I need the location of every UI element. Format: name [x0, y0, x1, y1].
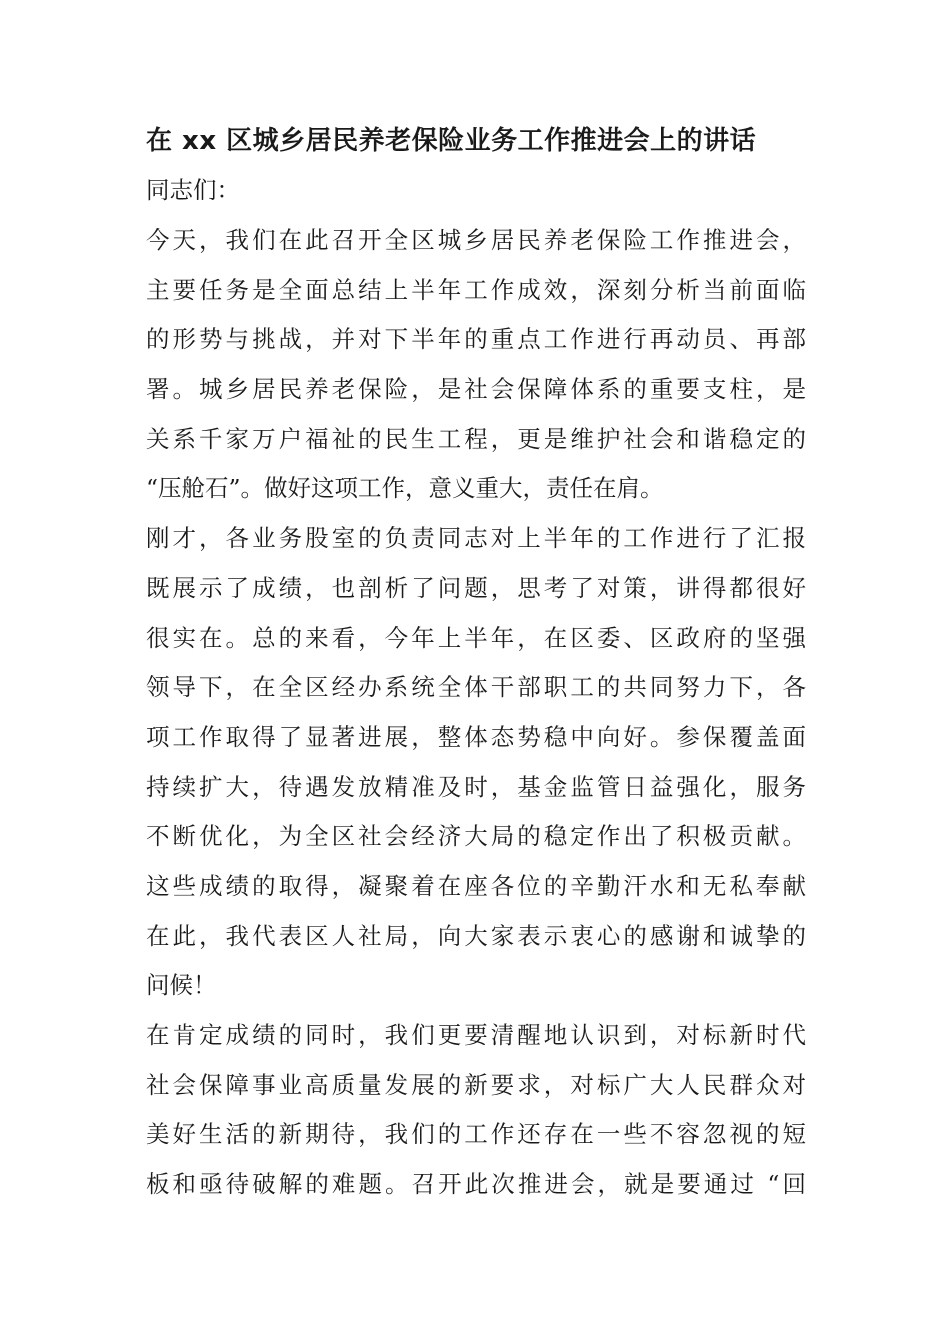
paragraph-2	[146, 514, 806, 1011]
greeting: 同志们：	[146, 176, 240, 204]
text-line: 社会保障事业高质量发展的新要求，对标广大人民群众对	[146, 1070, 806, 1099]
text-line: “压舱石”。做好这项工作，意义重大，责任在肩。	[146, 474, 664, 503]
text-line: 在此，我代表区人社局，向大家表示衷心的感谢和诚挚的	[146, 921, 806, 950]
paragraph-1	[146, 216, 806, 514]
text-line: 美好生活的新期待，我们的工作还存在一些不容忽视的短	[146, 1120, 806, 1149]
document-page	[146, 118, 806, 1210]
text-line: 很实在。总的来看，今年上半年，在区委、区政府的坚强	[146, 623, 806, 652]
text-line: 刚才，各业务股室的负责同志对上半年的工作进行了汇报	[146, 524, 806, 553]
paragraph-3	[146, 1011, 806, 1210]
document-title: 在 xx 区城乡居民养老保险业务工作推进会上的讲话	[146, 126, 757, 156]
text-line: 主要任务是全面总结上半年工作成效，深刻分析当前面临	[146, 275, 806, 304]
text-line: 板和亟待破解的难题。召开此次推进会，就是要通过 “回	[146, 1170, 806, 1199]
text-line: 既展示了成绩，也剖析了问题，思考了对策，讲得都很好	[146, 573, 806, 602]
text-line: 持续扩大，待遇发放精准及时，基金监管日益强化，服务	[146, 772, 806, 801]
text-line: 的形势与挑战，并对下半年的重点工作进行再动员、再部	[146, 325, 806, 354]
text-line: 这些成绩的取得，凝聚着在座各位的辛勤汗水和无私奉献	[146, 871, 806, 900]
text-line: 问候！	[146, 971, 217, 1000]
text-line: 署。城乡居民养老保险，是社会保障体系的重要支柱，是	[146, 375, 806, 404]
text-line: 关系千家万户福祉的民生工程，更是维护社会和谐稳定的	[146, 424, 806, 453]
text-line: 今天，我们在此召开全区城乡居民养老保险工作推进会，	[146, 226, 806, 254]
text-line: 项工作取得了显著进展，整体态势稳中向好。参保覆盖面	[146, 722, 806, 751]
text-line: 在肯定成绩的同时，我们更要清醒地认识到，对标新时代	[146, 1021, 806, 1049]
text-line: 领导下，在全区经办系统全体干部职工的共同努力下，各	[146, 673, 806, 702]
text-line: 不断优化，为全区社会经济大局的稳定作出了积极贡献。	[146, 822, 806, 851]
